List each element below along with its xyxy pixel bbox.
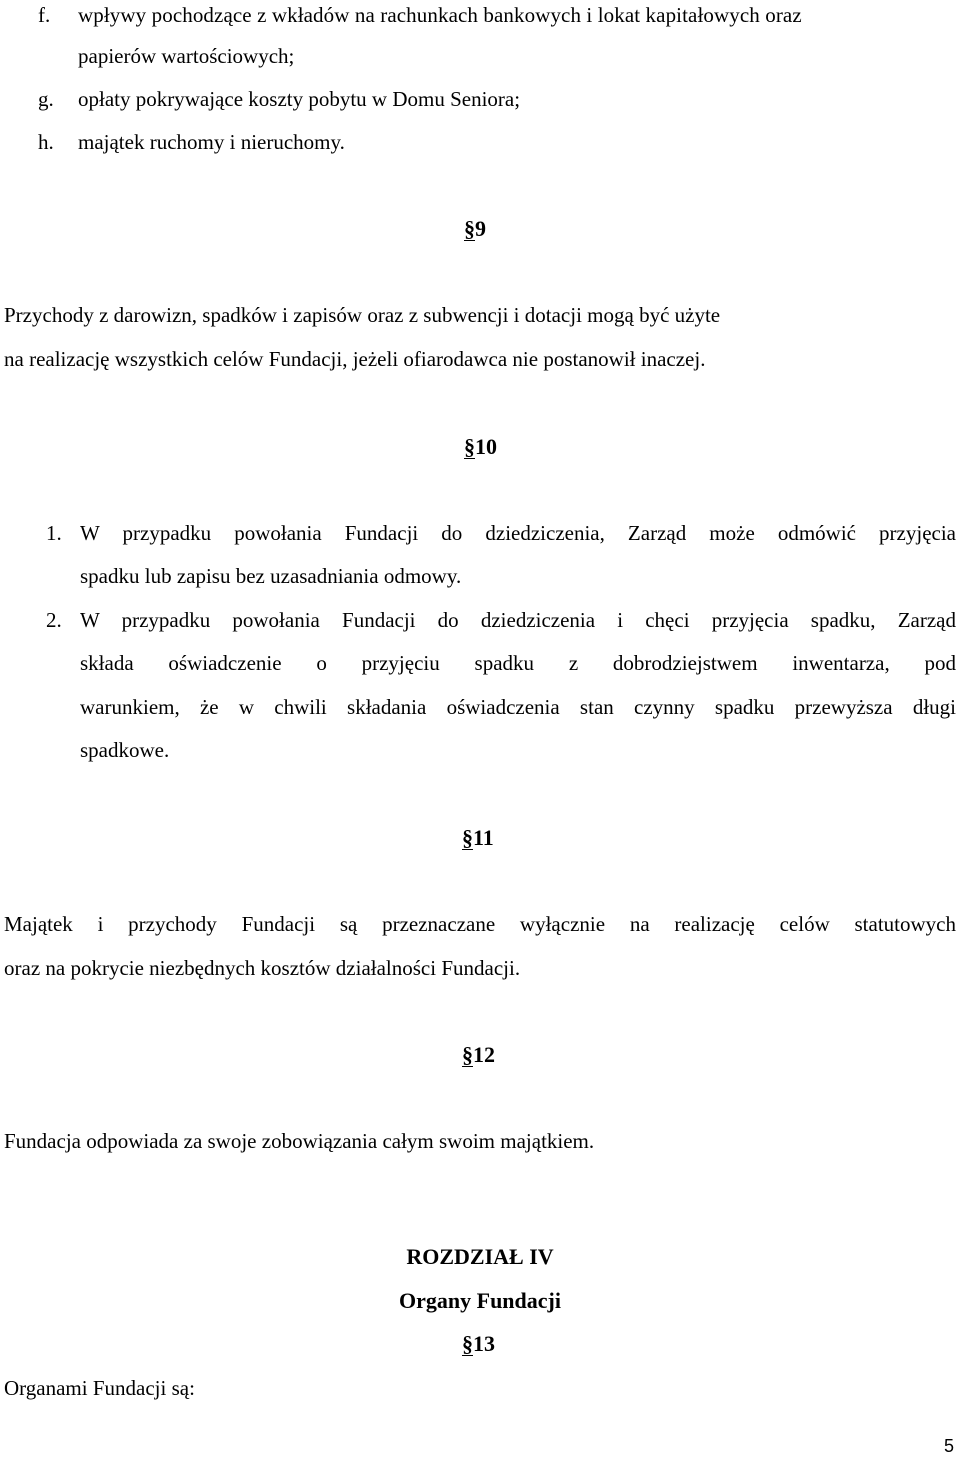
section-sign: § [462, 1042, 473, 1067]
section-number: 13 [473, 1331, 495, 1356]
list-item-f-cont: papierów wartościowych; [78, 44, 295, 68]
list-marker: f. [38, 3, 51, 27]
item-2-line-3: warunkiem, że w chwili składania oświadczenia stan czynny spadku przewyższa długi [80, 695, 956, 719]
section-sign: § [464, 216, 475, 241]
list-item-h [38, 129, 345, 155]
paragraph-12-line-1: Fundacja odpowiada za swoje zobowiązania całym swoim majątkiem. [4, 1129, 595, 1153]
list-text: wpływy pochodzące z wkładów na rachunkach bankowych i lokat kapitałowych oraz [78, 3, 802, 27]
section-heading-13 [462, 1331, 495, 1357]
list-item-g [38, 86, 520, 112]
section-number: 11 [473, 825, 494, 850]
section-heading-12 [462, 1042, 495, 1068]
item-1-line-2: spadku lub zapisu bez uzasadniania odmowy. [80, 564, 462, 588]
list-item-f [38, 2, 802, 28]
section-number: 10 [475, 434, 497, 459]
paragraph-11-line-2: oraz na pokrycie niezbędnych kosztów działalności Fundacji. [4, 956, 521, 980]
section-number: 9 [475, 216, 486, 241]
paragraph-9-line-2: na realizację wszystkich celów Fundacji, jeżeli ofiarodawca nie postanowił inaczej. [4, 347, 706, 371]
list-marker: h. [38, 130, 54, 154]
list-marker: g. [38, 87, 54, 111]
section-heading-9 [464, 216, 486, 242]
item-2-marker: 2. [46, 608, 62, 632]
list-text: majątek ruchomy i nieruchomy. [78, 130, 345, 154]
paragraph-9-line-1: Przychody z darowizn, spadków i zapisów oraz z subwencji i dotacji mogą być użyte [4, 303, 721, 327]
paragraph-13-line-1: Organami Fundacji są: [4, 1376, 195, 1400]
page-number: 5 [943, 1436, 954, 1456]
item-2-line-1: W przypadku powołania Fundacji do dziedziczenia i chęci przyjęcia spadku, Zarząd [80, 608, 956, 632]
paragraph-11-line-1: Majątek i przychody Fundacji są przeznaczane wyłącznie na realizację celów statutowych [4, 912, 956, 936]
list-text: opłaty pokrywające koszty pobytu w Domu Seniora; [78, 87, 521, 111]
item-1-marker: 1. [46, 521, 62, 545]
section-sign: § [464, 434, 475, 459]
section-heading-10 [464, 434, 497, 460]
chapter-heading: ROZDZIAŁ IV [406, 1244, 554, 1269]
item-2-line-2: składa oświadczenie o przyjęciu spadku z dobrodziejstwem inwentarza, pod [80, 651, 956, 675]
item-1-line-1: W przypadku powołania Fundacji do dziedziczenia, Zarząd może odmówić przyjęcia [80, 521, 956, 545]
section-sign: § [462, 1331, 473, 1356]
item-2-line-4: spadkowe. [80, 738, 170, 762]
section-number: 12 [473, 1042, 495, 1067]
section-sign: § [462, 825, 473, 850]
section-heading-11 [462, 825, 494, 851]
chapter-title: Organy Fundacji [399, 1288, 561, 1313]
